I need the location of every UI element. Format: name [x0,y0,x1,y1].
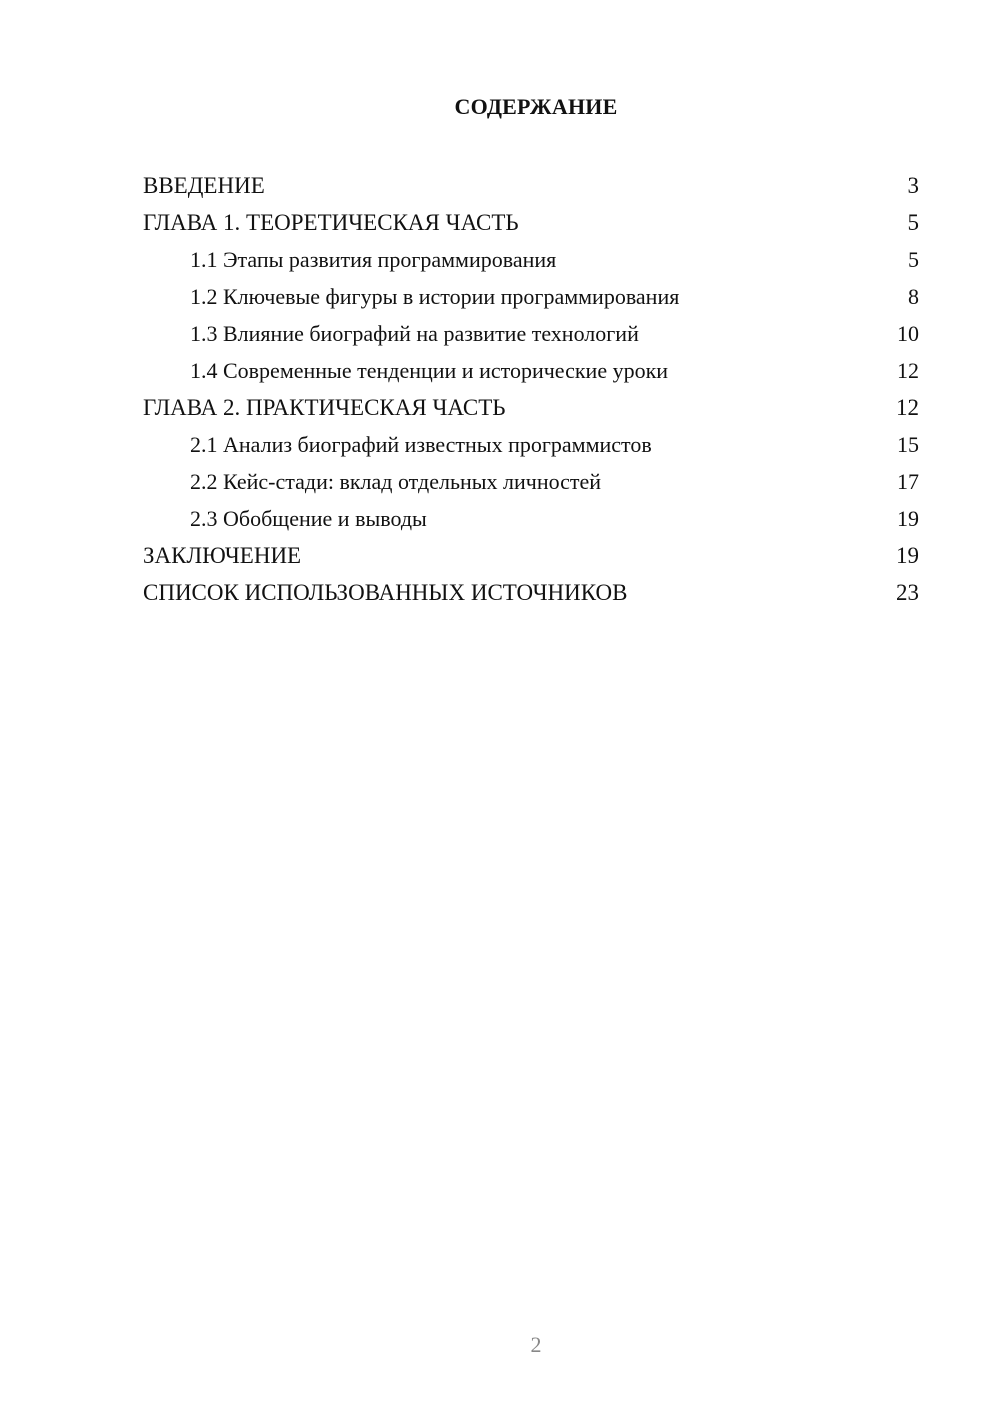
toc-entry-page: 8 [908,284,919,309]
toc-entry-page: 5 [908,247,919,272]
toc-subentry[interactable] [143,278,919,315]
toc-entry-page: 23 [896,580,919,605]
toc-entry-page: 12 [896,395,919,420]
toc-entry[interactable] [143,537,919,574]
toc-entry-label: ЗАКЛЮЧЕНИЕ [143,543,302,568]
page-title: СОДЕРЖАНИЕ [454,94,618,119]
toc-subentry[interactable] [143,352,919,389]
toc-entry-label: 1.3 Влияние биографий на развитие технологий [190,321,639,346]
toc-entry-page: 19 [897,506,919,531]
toc-subentry[interactable] [143,500,919,537]
toc-entry-label: 1.4 Современные тенденции и исторические уроки [190,358,669,383]
toc-entry-label: ВВЕДЕНИЕ [143,173,265,198]
toc-entry-page: 10 [897,321,919,346]
toc-entry[interactable] [143,389,919,426]
toc-entry-label: 1.1 Этапы развития программирования [190,247,557,272]
table-of-contents [143,167,919,611]
toc-entry-page: 5 [907,210,919,235]
toc-subentry[interactable] [143,315,919,352]
toc-entry-page: 3 [907,173,919,198]
toc-entry[interactable] [143,574,919,611]
toc-entry[interactable] [143,167,919,204]
toc-entry-label: 2.3 Обобщение и выводы [190,506,427,531]
toc-entry-label: СПИСОК ИСПОЛЬЗОВАННЫХ ИСТОЧНИКОВ [143,580,628,605]
toc-subentry[interactable] [143,463,919,500]
toc-entry-label: 2.1 Анализ биографий известных программистов [190,432,652,457]
toc-subentry[interactable] [143,241,919,278]
toc-entry-page: 19 [896,543,919,568]
toc-entry-label: 2.2 Кейс-стади: вклад отдельных личностей [190,469,602,494]
page-number: 2 [530,1332,542,1357]
toc-entry-page: 15 [897,432,919,457]
toc-entry-page: 12 [897,358,919,383]
toc-entry-page: 17 [897,469,919,494]
toc-subentry[interactable] [143,426,919,463]
toc-entry-label: ГЛАВА 2. ПРАКТИЧЕСКАЯ ЧАСТЬ [143,395,506,420]
toc-entry-label: ГЛАВА 1. ТЕОРЕТИЧЕСКАЯ ЧАСТЬ [143,210,519,235]
toc-entry-label: 1.2 Ключевые фигуры в истории программирования [190,284,680,309]
toc-entry[interactable] [143,204,919,241]
